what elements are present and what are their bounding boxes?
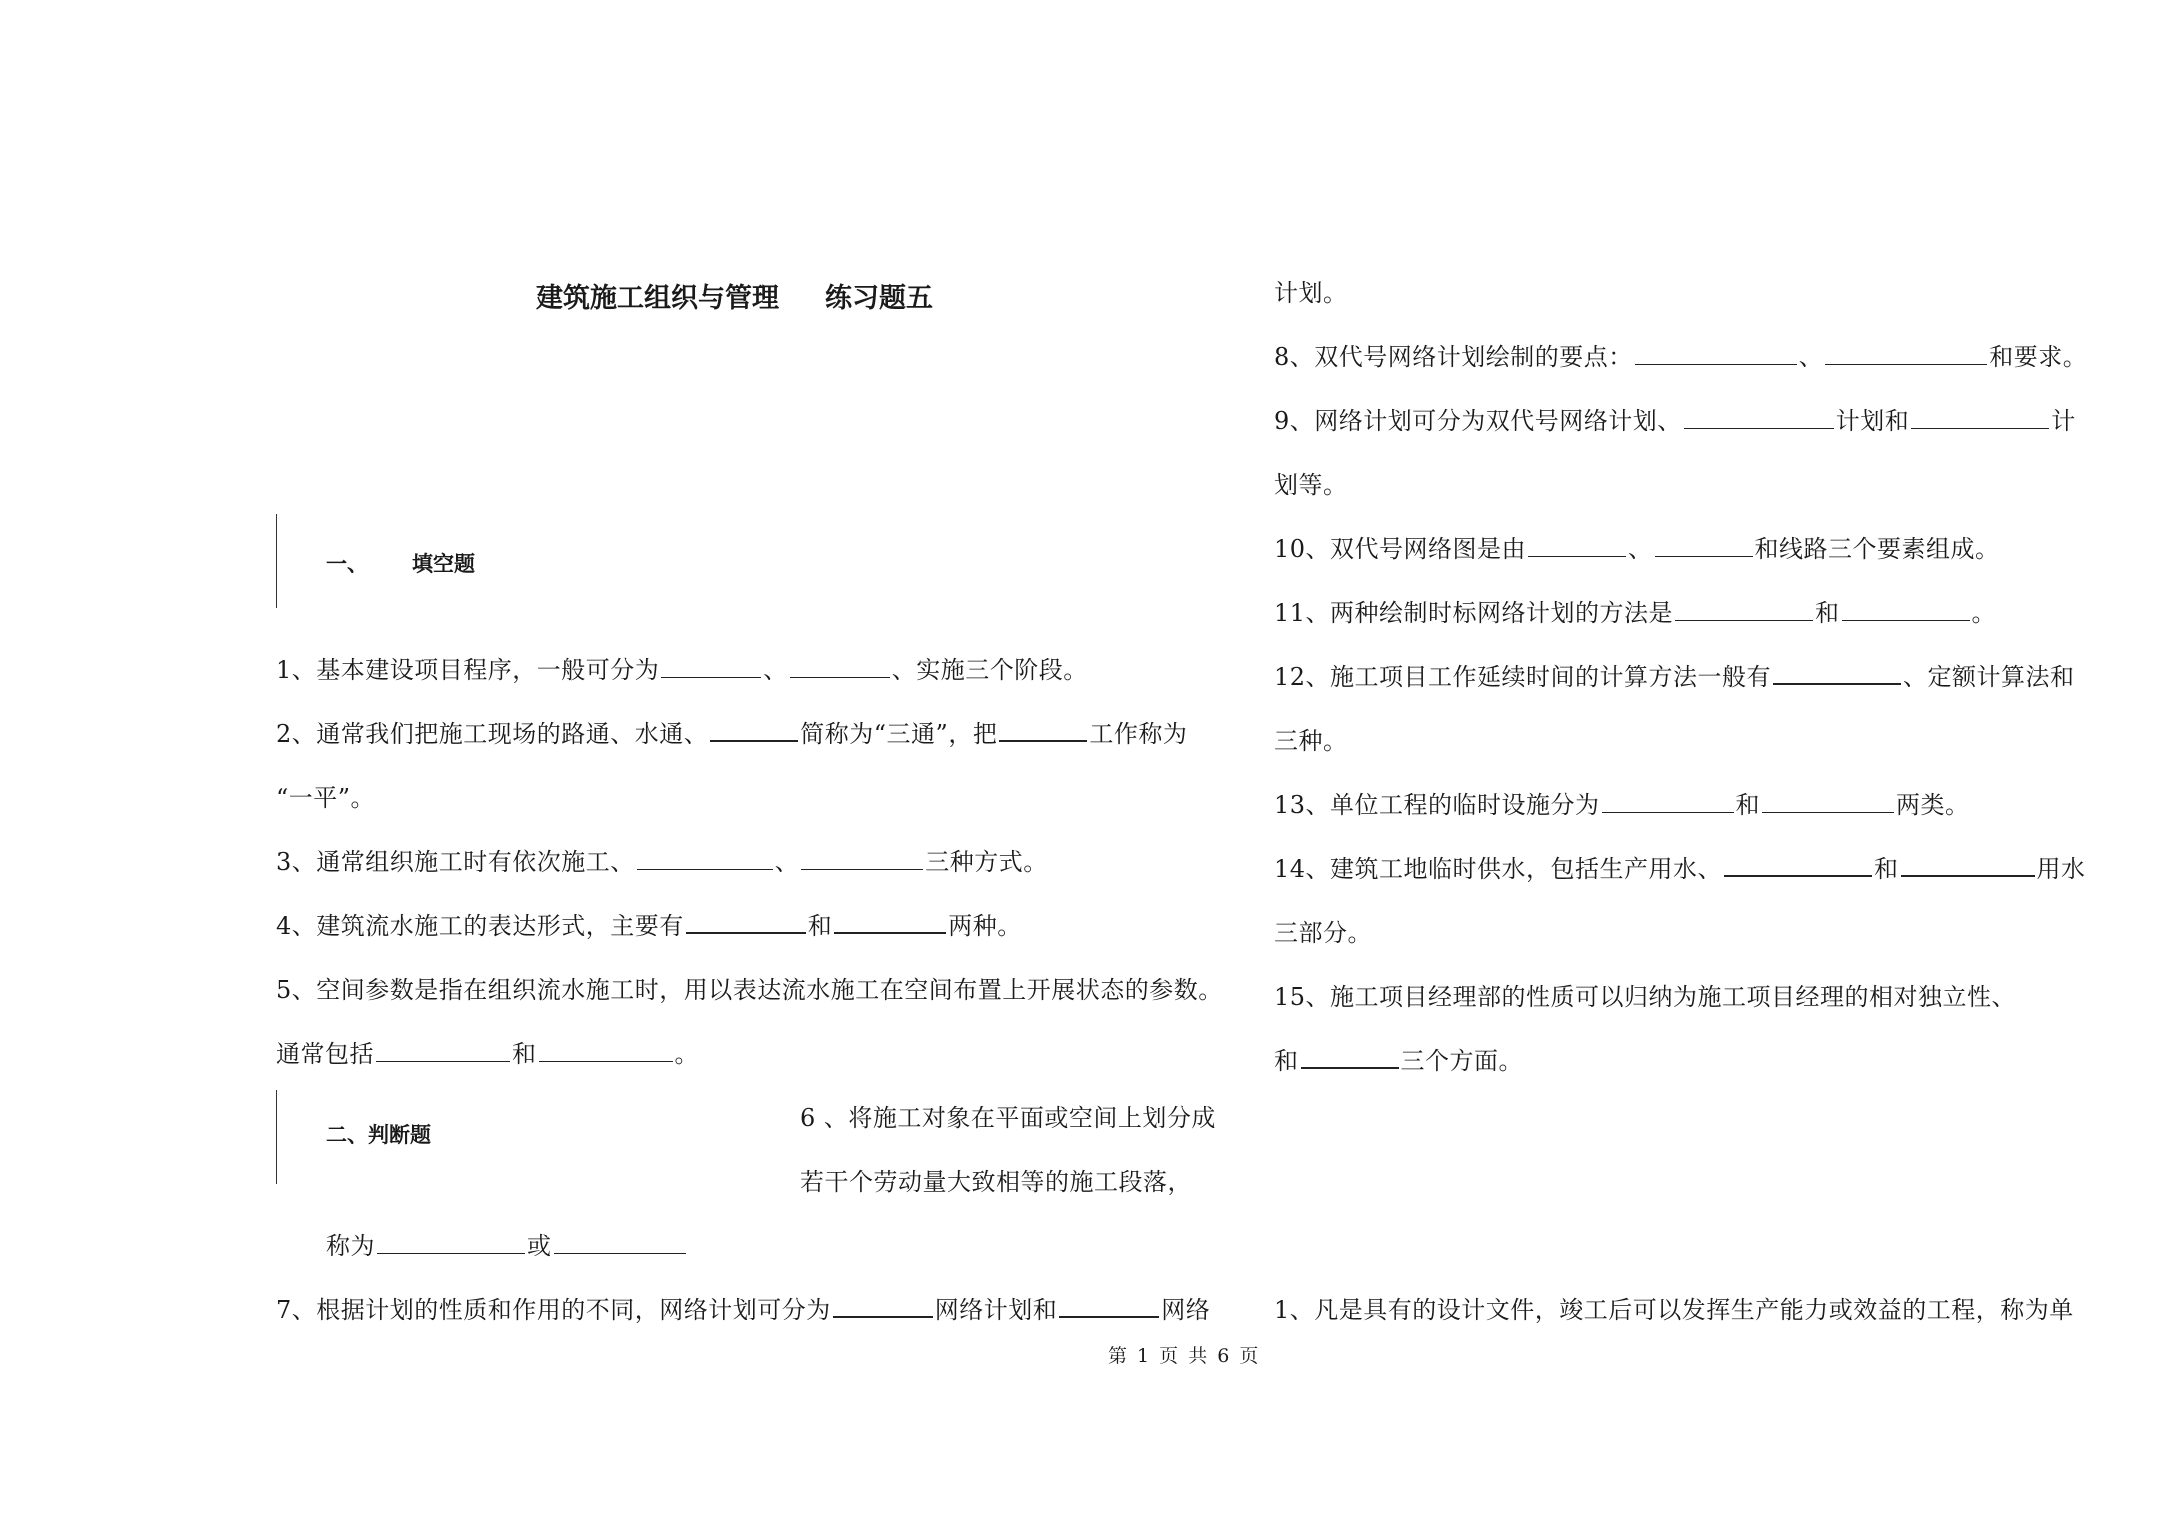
answer-blank[interactable] — [1762, 790, 1894, 813]
answer-blank[interactable] — [999, 718, 1087, 742]
answer-blank[interactable] — [834, 910, 946, 934]
section-judge-heading: 二、判断题 — [326, 1123, 431, 1147]
answer-blank[interactable] — [1675, 598, 1813, 621]
answer-blank[interactable] — [1602, 790, 1734, 813]
answer-blank[interactable] — [1911, 406, 2049, 429]
question-3: 3、通常组织施工时有依次施工、 、 三种方式。 — [276, 848, 1048, 876]
answer-blank[interactable] — [833, 1294, 933, 1318]
title-suffix: 练习题五 — [825, 283, 933, 314]
question-9-cont: 划等。 — [1274, 471, 1348, 499]
question-11: 11、两种绘制时标网络计划的方法是 和 。 — [1274, 599, 1997, 627]
answer-blank[interactable] — [686, 910, 806, 934]
question-15: 15、施工项目经理部的性质可以归纳为施工项目经理的相对独立性、 — [1274, 983, 2017, 1011]
question-5-cont: 通常包括 和 。 — [276, 1040, 699, 1068]
question-6: 6 、将施工对象在平面或空间上划分成 — [800, 1104, 1216, 1132]
question-14-cont: 三部分。 — [1274, 919, 1372, 947]
question-12-cont: 三种。 — [1274, 727, 1348, 755]
answer-blank[interactable] — [554, 1231, 686, 1254]
answer-blank[interactable] — [539, 1039, 673, 1062]
question-2: 2、通常我们把施工现场的路通、水通、 简称为“三通”，把 工作称为 — [276, 720, 1188, 748]
page-footer: 第 1 页 共 6 页 — [1108, 1345, 1261, 1367]
question-13: 13、单位工程的临时设施分为 和 两类。 — [1274, 791, 1970, 819]
answer-blank[interactable] — [1635, 342, 1797, 365]
question-4: 4、建筑流水施工的表达形式，主要有 和 两种。 — [276, 912, 1022, 940]
answer-blank[interactable] — [637, 847, 773, 870]
answer-blank[interactable] — [1655, 534, 1753, 557]
answer-blank[interactable] — [377, 1231, 525, 1254]
answer-blank[interactable] — [1773, 661, 1901, 685]
question-5: 5、空间参数是指在组织流水施工时，用以表达流水施工在空间布置上开展状态的参数。 — [276, 976, 1223, 1004]
answer-blank[interactable] — [710, 718, 798, 742]
section-judge-bar — [276, 1090, 277, 1184]
question-12: 12、施工项目工作延续时间的计算方法一般有 、定额计算法和 — [1274, 663, 2075, 691]
answer-blank[interactable] — [1059, 1294, 1159, 1318]
answer-blank[interactable] — [661, 655, 761, 678]
answer-blank[interactable] — [1301, 1045, 1399, 1069]
answer-blank[interactable] — [801, 847, 923, 870]
answer-blank[interactable] — [1724, 853, 1872, 877]
title-main: 建筑施工组织与管理 — [536, 283, 779, 314]
question-6-cont2: 称为 或 — [326, 1229, 688, 1263]
question-9: 9、网络计划可分为双代号网络计划、 计划和 计 — [1274, 407, 2076, 435]
page-title — [536, 276, 933, 315]
question-14: 14、建筑工地临时供水，包括生产用水、 和 用水 — [1274, 855, 2086, 883]
section-fill-bar — [276, 514, 277, 608]
answer-blank[interactable] — [1842, 598, 1970, 621]
answer-blank[interactable] — [1684, 406, 1834, 429]
answer-blank[interactable] — [790, 655, 890, 678]
question-7-cont: 计划。 — [1274, 279, 1348, 307]
answer-blank[interactable] — [376, 1039, 510, 1062]
question-10: 10、双代号网络图是由 、 和线路三个要素组成。 — [1274, 535, 2000, 563]
question-8: 8、双代号网络计划绘制的要点： 、 和要求。 — [1274, 343, 2088, 371]
judge-question-1: 1、凡是具有的设计文件，竣工后可以发挥生产能力或效益的工程，称为单 — [1274, 1296, 2074, 1324]
answer-blank[interactable] — [1528, 534, 1626, 557]
question-15-cont: 和 三个方面。 — [1274, 1047, 1523, 1075]
section-fill-num: 一、 — [326, 552, 368, 576]
section-fill-label: 填空题 — [412, 552, 475, 576]
question-7: 7、根据计划的性质和作用的不同，网络计划可分为 网络计划和 网络 — [276, 1296, 1211, 1324]
question-2-cont: “一平”。 — [276, 784, 376, 812]
section-fill-heading — [326, 548, 475, 578]
question-6-cont: 若干个劳动量大致相等的施工段落， — [800, 1168, 1192, 1196]
question-1: 1、基本建设项目程序，一般可分为 、 、实施三个阶段。 — [276, 656, 1088, 684]
answer-blank[interactable] — [1901, 853, 2035, 877]
answer-blank[interactable] — [1825, 342, 1987, 365]
